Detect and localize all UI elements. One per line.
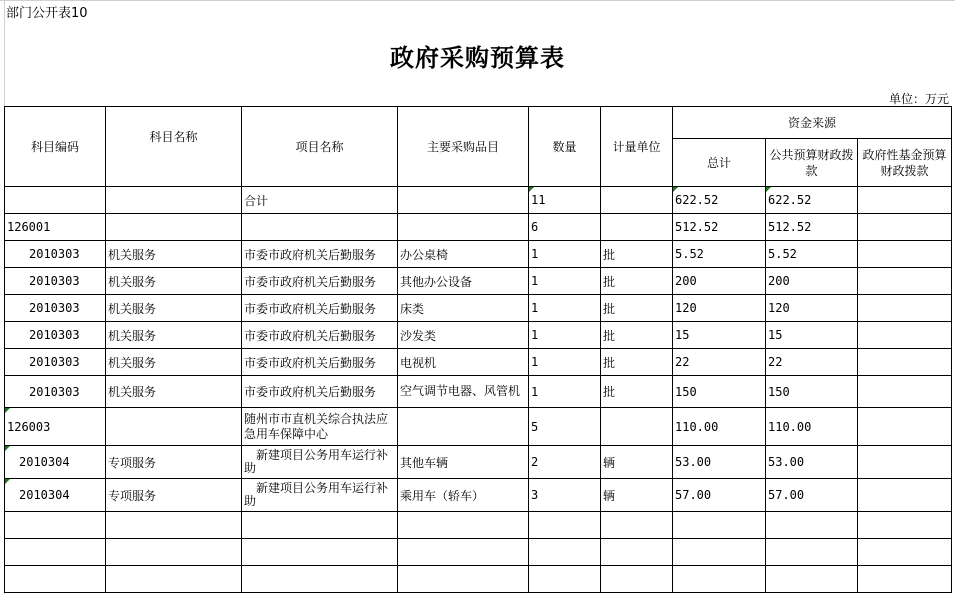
table-row — [5, 376, 952, 408]
cell-unit: 批 — [601, 241, 673, 268]
cell-item — [398, 214, 529, 241]
cell-project: 新建项目公务用车运行补助 — [242, 479, 398, 512]
header-fund-source: 资金来源 — [673, 107, 952, 139]
cell-public: 120 — [766, 295, 858, 322]
cell-code: 126001 — [5, 214, 106, 241]
cell-unit: 批 — [601, 349, 673, 376]
cell-item — [398, 408, 529, 446]
cell-item: 其他办公设备 — [398, 268, 529, 295]
table-row — [5, 349, 952, 376]
cell-code: 126003 — [5, 408, 106, 446]
cell-fund — [858, 268, 952, 295]
cell-fund — [858, 376, 952, 408]
cell-unit: 批 — [601, 322, 673, 349]
cell-public: 53.00 — [766, 446, 858, 479]
cell-subject: 机关服务 — [106, 268, 242, 295]
table-row — [5, 322, 952, 349]
header-code: 科目编码 — [5, 107, 106, 187]
cell-code: 2010303 — [5, 241, 106, 268]
cell-subject: 机关服务 — [106, 376, 242, 408]
cell-qty: 1 — [529, 322, 601, 349]
cell-subject: 专项服务 — [106, 479, 242, 512]
header-public-budget: 公共预算财政拨款 — [766, 139, 858, 187]
table-row — [5, 268, 952, 295]
cell-total: 120 — [673, 295, 766, 322]
cell-fund — [858, 322, 952, 349]
cell-subject: 机关服务 — [106, 241, 242, 268]
unit-label: 单位：万元 — [888, 92, 949, 106]
cell-qty: 1 — [529, 241, 601, 268]
cell-code: 2010303 — [5, 268, 106, 295]
cell-subject — [106, 214, 242, 241]
empty-row — [5, 539, 952, 566]
cell-unit: 辆 — [601, 479, 673, 512]
cell-qty: 11 — [529, 187, 601, 214]
cell-item: 床类 — [398, 295, 529, 322]
cell-project: 市委市政府机关后勤服务 — [242, 322, 398, 349]
cell-fund — [858, 408, 952, 446]
empty-row — [5, 566, 952, 593]
empty-row — [5, 512, 952, 539]
cell-total: 150 — [673, 376, 766, 408]
cell-total: 200 — [673, 268, 766, 295]
table-row — [5, 295, 952, 322]
cell-project: 市委市政府机关后勤服务 — [242, 349, 398, 376]
cell-subject: 专项服务 — [106, 446, 242, 479]
cell-code: 2010304 — [5, 446, 106, 479]
cell-subject: 机关服务 — [106, 349, 242, 376]
cell-fund — [858, 479, 952, 512]
cell-public: 200 — [766, 268, 858, 295]
cell-unit: 辆 — [601, 446, 673, 479]
table-row — [5, 479, 952, 512]
sheet-label: 部门公开表10 — [6, 6, 88, 21]
header-row-1 — [5, 107, 952, 139]
cell-total: 622.52 — [673, 187, 766, 214]
cell-project: 市委市政府机关后勤服务 — [242, 376, 398, 408]
cell-total: 512.52 — [673, 214, 766, 241]
header-qty: 数量 — [529, 107, 601, 187]
cell-public: 15 — [766, 322, 858, 349]
header-total: 总计 — [673, 139, 766, 187]
cell-fund — [858, 446, 952, 479]
cell-fund — [858, 295, 952, 322]
cell-fund — [858, 187, 952, 214]
header-project-name: 项目名称 — [242, 107, 398, 187]
cell-total: 110.00 — [673, 408, 766, 446]
header-item: 主要采购品目 — [398, 107, 529, 187]
cell-project: 新建项目公务用车运行补助 — [242, 446, 398, 479]
cell-total: 5.52 — [673, 241, 766, 268]
cell-subject — [106, 187, 242, 214]
cell-project — [242, 214, 398, 241]
header-gov-fund: 政府性基金预算财政拨款 — [858, 139, 952, 187]
cell-item: 办公桌椅 — [398, 241, 529, 268]
cell-qty: 6 — [529, 214, 601, 241]
cell-unit — [601, 187, 673, 214]
table-row — [5, 241, 952, 268]
cell-item: 乘用车（轿车） — [398, 479, 529, 512]
cell-code — [5, 187, 106, 214]
cell-unit — [601, 214, 673, 241]
cell-qty: 3 — [529, 479, 601, 512]
cell-item — [398, 187, 529, 214]
cell-project: 合计 — [242, 187, 398, 214]
cell-public: 22 — [766, 349, 858, 376]
cell-unit: 批 — [601, 376, 673, 408]
cell-code: 2010303 — [5, 376, 106, 408]
cell-project: 市委市政府机关后勤服务 — [242, 241, 398, 268]
cell-item: 空气调节电器、风管机 — [398, 376, 529, 408]
cell-public: 150 — [766, 376, 858, 408]
table-row — [5, 214, 952, 241]
cell-item: 电视机 — [398, 349, 529, 376]
cell-qty: 1 — [529, 376, 601, 408]
cell-fund — [858, 214, 952, 241]
cell-unit: 批 — [601, 268, 673, 295]
cell-total: 53.00 — [673, 446, 766, 479]
cell-item: 其他车辆 — [398, 446, 529, 479]
cell-public: 57.00 — [766, 479, 858, 512]
cell-public: 512.52 — [766, 214, 858, 241]
header-subject-name: 科目名称 — [106, 107, 242, 187]
cell-item: 沙发类 — [398, 322, 529, 349]
header-unit: 计量单位 — [601, 107, 673, 187]
table-row — [5, 187, 952, 214]
cell-public: 110.00 — [766, 408, 858, 446]
cell-total: 22 — [673, 349, 766, 376]
cell-subject: 机关服务 — [106, 295, 242, 322]
top-border-line — [0, 0, 955, 1]
cell-qty: 1 — [529, 295, 601, 322]
cell-project: 市委市政府机关后勤服务 — [242, 295, 398, 322]
cell-project: 市委市政府机关后勤服务 — [242, 268, 398, 295]
budget-table — [4, 106, 952, 593]
cell-unit — [601, 408, 673, 446]
cell-qty: 2 — [529, 446, 601, 479]
cell-qty: 5 — [529, 408, 601, 446]
cell-project: 随州市市直机关综合执法应急用车保障中心 — [242, 408, 398, 446]
cell-code: 2010304 — [5, 479, 106, 512]
table-row — [5, 408, 952, 446]
cell-subject: 机关服务 — [106, 322, 242, 349]
cell-qty: 1 — [529, 349, 601, 376]
cell-unit: 批 — [601, 295, 673, 322]
cell-fund — [858, 241, 952, 268]
cell-code: 2010303 — [5, 295, 106, 322]
cell-public: 622.52 — [766, 187, 858, 214]
table-row — [5, 446, 952, 479]
cell-code: 2010303 — [5, 322, 106, 349]
cell-public: 5.52 — [766, 241, 858, 268]
cell-qty: 1 — [529, 268, 601, 295]
cell-total: 15 — [673, 322, 766, 349]
cell-code: 2010303 — [5, 349, 106, 376]
cell-total: 57.00 — [673, 479, 766, 512]
cell-subject — [106, 408, 242, 446]
page-title: 政府采购预算表 — [390, 43, 565, 72]
cell-fund — [858, 349, 952, 376]
